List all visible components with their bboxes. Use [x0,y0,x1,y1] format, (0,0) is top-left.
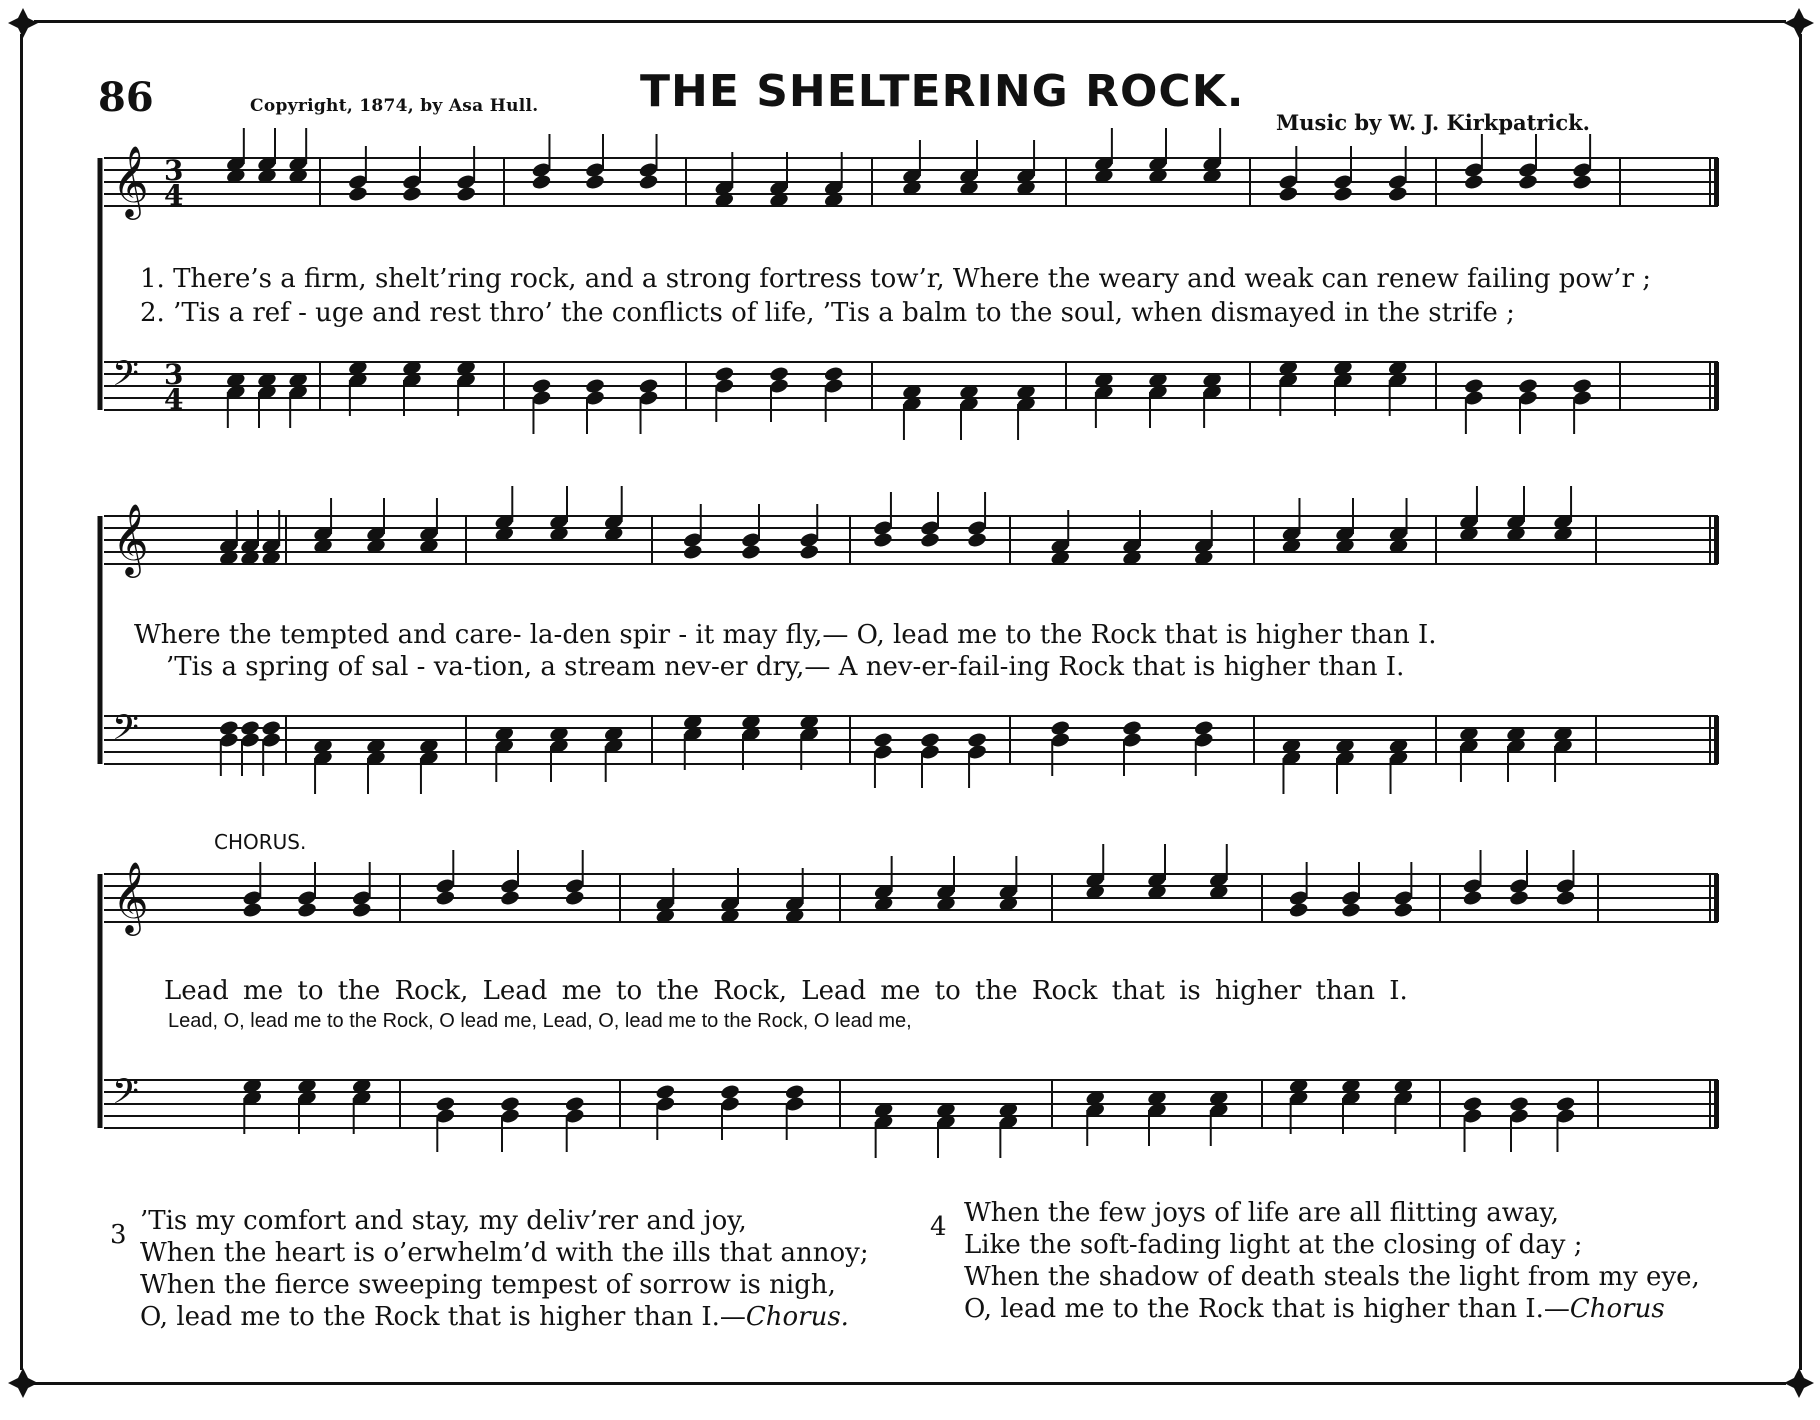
verse4-line3: When the shadow of death steals the light from my eye, [964,1262,1700,1292]
verse4-line4-wrap [964,1294,1665,1324]
final-bar-thick [1714,516,1719,564]
note-head [435,889,456,906]
verse3-line4: O, lead me to the Rock that is higher than I.— [140,1302,746,1332]
note-head [1387,185,1408,202]
system1-verse2-lyric: 2. ’Tis a ref - uge and rest thro’ the conflicts of life, ’Tis a balm to the soul, when dismayed in the strife ; [140,298,1515,328]
bass-clef-icon: 𝄢 [112,353,140,402]
note-head [564,889,585,906]
note-head [1332,185,1353,202]
note-head [919,531,940,548]
verse4-line2: Like the soft-fading light at the closing of day ; [964,1230,1583,1260]
verse3-refrain: Chorus. [745,1302,849,1332]
verse3-line1: ’Tis my comfort and stay, my deliv’rer and joy, [140,1206,747,1236]
note-head [499,889,520,906]
note-head [1555,889,1576,906]
note-head [1462,889,1483,906]
time-signature-bottom: 4 [164,383,184,416]
time-signature-top: 3 [164,358,184,391]
verse4-refrain: Chorus [1569,1294,1665,1324]
note-head [401,185,422,202]
chorus-label: CHORUS. [214,830,307,854]
treble-clef-icon: 𝄞 [112,144,149,217]
note-head [682,543,703,560]
note-head [347,185,368,202]
note-head [296,901,317,918]
bass-clef-icon: 𝄢 [112,1071,140,1120]
note-head [1340,901,1361,918]
copyright-notice: Copyright, 1874, by Asa Hull. [250,96,539,116]
note-head [1278,185,1299,202]
verse4-line1: When the few joys of life are all flitting away, [964,1198,1559,1228]
hymn-title: THE SHELTERING ROCK. [640,66,1245,117]
note-head [1463,173,1484,190]
final-bar-thick [1714,158,1719,206]
page-number: 86 [98,74,154,121]
note-head [967,531,988,548]
final-bar-thick [1714,362,1719,410]
chorus-bass-lyric: Lead, O, lead me to the Rock, O lead me, Lead, O, lead me to the Rock, O lead me, [168,1010,912,1032]
verse4-number: 4 [930,1212,947,1242]
system2-verse2-lyric: ’Tis a spring of sal - va-tion, a stream nev-er dry,— A nev-er-fail-ing Rock that is higher than I. [166,652,1405,682]
note-head [1517,173,1538,190]
final-bar-thick [1714,716,1719,764]
time-signature-bottom: 4 [164,179,184,212]
final-bar-thick [1714,1080,1719,1128]
note-head [799,543,820,560]
final-bar-thick [1714,874,1719,922]
note-head [242,901,263,918]
verse3-line2: When the heart is o’erwhelm’d with the ills that annoy; [140,1238,869,1268]
bass-clef-icon: 𝄢 [112,707,140,756]
note-head [456,185,477,202]
note-head [584,173,605,190]
note-head [1288,901,1309,918]
note-head [1572,173,1593,190]
note-head [740,543,761,560]
verse3-line4-wrap [140,1302,849,1332]
chorus-main-lyric: Lead me to the Rock, Lead me to the Rock, Lead me to the Rock that is higher than I. [164,976,1408,1006]
composer-credit: Music by W. J. Kirkpatrick. [1276,110,1590,135]
note-head [872,531,893,548]
note-head [1508,889,1529,906]
note-head [531,173,552,190]
note-head [638,173,659,190]
note-head [1393,901,1414,918]
system2-verse1-lyric: Where the tempted and care- la-den spir - it may fly,— O, lead me to the Rock that is higher than I. [134,620,1437,650]
verse3-line3: When the fierce sweeping tempest of sorrow is nigh, [140,1270,836,1300]
note-head [351,901,372,918]
verse3-number: 3 [110,1220,127,1250]
time-signature-top: 3 [164,154,184,187]
system1-verse1-lyric: 1. There’s a firm, shelt’ring rock, and a strong fortress tow’r, Where the weary and weak can renew failing pow’r ; [140,264,1652,294]
treble-clef-icon: 𝄞 [112,502,149,575]
verse4-line4: O, lead me to the Rock that is higher than I.— [964,1294,1570,1324]
treble-clef-icon: 𝄞 [112,860,149,933]
